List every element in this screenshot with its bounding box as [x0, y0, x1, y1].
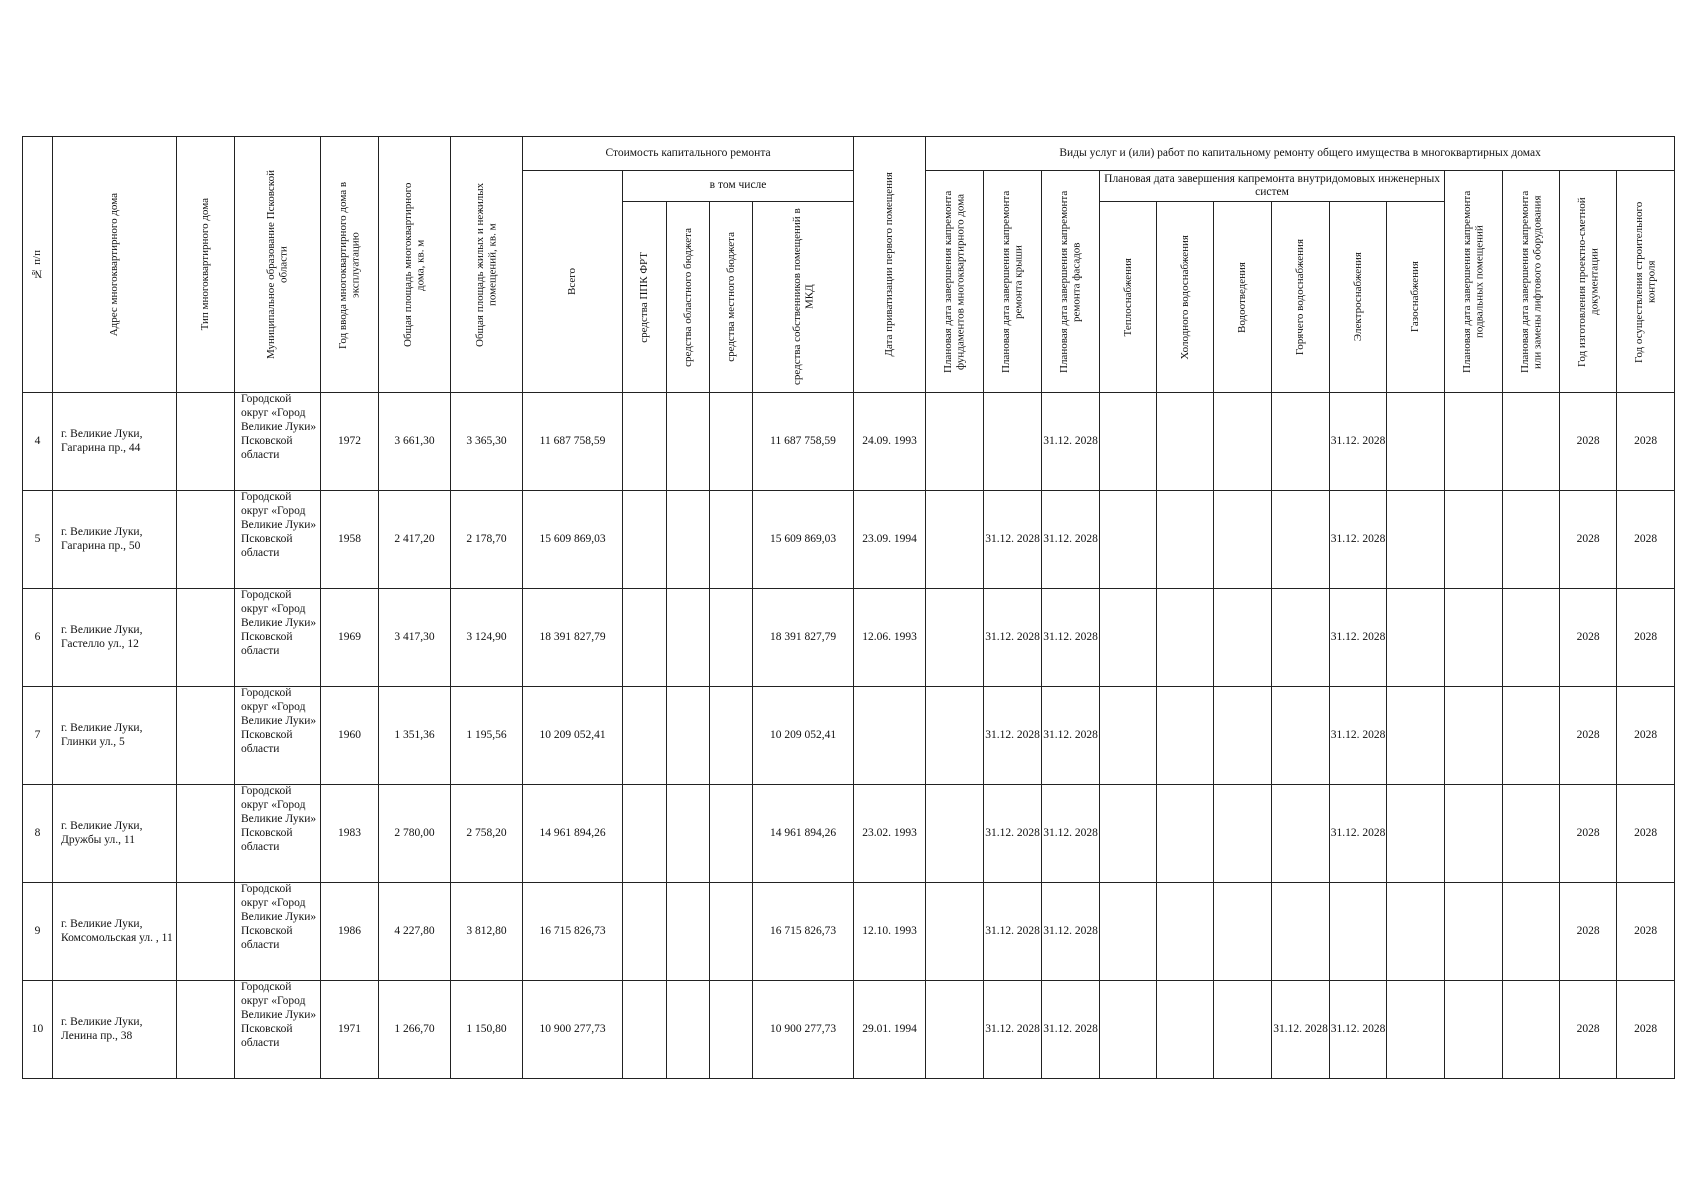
cell-address: г. Великие Луки, Дружбы ул., 11 — [53, 785, 177, 883]
header-electric: Электроснабжения — [1330, 202, 1387, 393]
table-header — [23, 137, 1675, 393]
cell-gas — [1387, 589, 1445, 687]
cell-design-year: 2028 — [1560, 883, 1617, 981]
header-sewer: Водоотведения — [1214, 202, 1272, 393]
cell-heat — [1100, 883, 1157, 981]
cell-regional — [667, 589, 710, 687]
cell-ppk — [623, 589, 667, 687]
header-basement: Плановая дата завершения капремонта подвальных помещений — [1445, 171, 1503, 393]
cell-municipality: Городской округ «Город Великие Луки» Псковской области — [235, 981, 321, 1079]
cell-local — [710, 491, 753, 589]
cell-regional — [667, 393, 710, 491]
cell-facade: 31.12. 2028 — [1042, 589, 1100, 687]
cell-sewer — [1214, 589, 1272, 687]
header-facade: Плановая дата завершения капремонта ремонта фасадов — [1042, 171, 1100, 393]
cell-design-year: 2028 — [1560, 981, 1617, 1079]
cell-roof: 31.12. 2028 — [984, 589, 1042, 687]
cell-heat — [1100, 981, 1157, 1079]
cell-num: 4 — [23, 393, 53, 491]
header-local: средства местного бюджета — [710, 202, 753, 393]
cell-basement — [1445, 981, 1503, 1079]
cell-owners: 14 961 894,26 — [753, 785, 854, 883]
cell-control-year: 2028 — [1617, 589, 1675, 687]
cell-foundation — [926, 589, 984, 687]
table-body — [23, 393, 1675, 1079]
cell-sewer — [1214, 491, 1272, 589]
header-ppk: средства ППК ФРТ — [623, 202, 667, 393]
cell-total-area: 2 417,20 — [379, 491, 451, 589]
header-owners: средства собственников помещений в МКД — [753, 202, 854, 393]
cell-electric: 31.12. 2028 — [1330, 687, 1387, 785]
cell-control-year: 2028 — [1617, 785, 1675, 883]
table-row — [23, 393, 1675, 491]
cell-cold-water — [1157, 981, 1214, 1079]
capital-repair-table — [22, 136, 1675, 1079]
cell-roof: 31.12. 2028 — [984, 491, 1042, 589]
cell-sewer — [1214, 981, 1272, 1079]
cell-cold-water — [1157, 687, 1214, 785]
header-total-area: Общая площадь многоквартирного дома, кв. м — [379, 137, 451, 393]
cell-gas — [1387, 785, 1445, 883]
cell-local — [710, 785, 753, 883]
cell-basement — [1445, 883, 1503, 981]
cell-cost-total: 14 961 894,26 — [523, 785, 623, 883]
cell-privatization: 29.01. 1994 — [854, 981, 926, 1079]
cell-num: 6 — [23, 589, 53, 687]
cell-control-year: 2028 — [1617, 393, 1675, 491]
cell-premises-area: 3 365,30 — [451, 393, 523, 491]
cell-cold-water — [1157, 883, 1214, 981]
cell-foundation — [926, 687, 984, 785]
header-hot-water: Горячего водоснабжения — [1272, 202, 1330, 393]
cell-total-area: 1 351,36 — [379, 687, 451, 785]
cell-foundation — [926, 491, 984, 589]
cell-num: 8 — [23, 785, 53, 883]
cell-cold-water — [1157, 589, 1214, 687]
cell-address: г. Великие Луки, Ленина пр., 38 — [53, 981, 177, 1079]
cell-control-year: 2028 — [1617, 687, 1675, 785]
cell-sewer — [1214, 883, 1272, 981]
cell-owners: 15 609 869,03 — [753, 491, 854, 589]
cell-elevator — [1503, 491, 1560, 589]
cell-municipality: Городской округ «Город Великие Луки» Псковской области — [235, 491, 321, 589]
cell-design-year: 2028 — [1560, 785, 1617, 883]
table-row — [23, 491, 1675, 589]
cell-facade: 31.12. 2028 — [1042, 883, 1100, 981]
cell-elevator — [1503, 393, 1560, 491]
cell-sewer — [1214, 687, 1272, 785]
cell-municipality: Городской округ «Город Великие Луки» Псковской области — [235, 687, 321, 785]
cell-privatization: 23.02. 1993 — [854, 785, 926, 883]
header-heat: Теплоснабжения — [1100, 202, 1157, 393]
cell-type — [177, 687, 235, 785]
header-elevator: Плановая дата завершения капремонта или замены лифтового оборудования — [1503, 171, 1560, 393]
cell-cost-total: 16 715 826,73 — [523, 883, 623, 981]
cell-elevator — [1503, 883, 1560, 981]
cell-local — [710, 883, 753, 981]
cell-foundation — [926, 981, 984, 1079]
cell-premises-area: 2 758,20 — [451, 785, 523, 883]
cell-regional — [667, 981, 710, 1079]
cell-year: 1958 — [321, 491, 379, 589]
cell-design-year: 2028 — [1560, 687, 1617, 785]
cell-type — [177, 883, 235, 981]
cell-roof: 31.12. 2028 — [984, 981, 1042, 1079]
cell-electric — [1330, 883, 1387, 981]
cell-facade: 31.12. 2028 — [1042, 393, 1100, 491]
cell-roof: 31.12. 2028 — [984, 785, 1042, 883]
table-row — [23, 883, 1675, 981]
header-cold-water: Холодного водоснабжения — [1157, 202, 1214, 393]
header-regional: средства областного бюджета — [667, 202, 710, 393]
header-control-year: Год осуществления строительного контроля — [1617, 171, 1675, 393]
cell-heat — [1100, 687, 1157, 785]
cell-local — [710, 981, 753, 1079]
cell-ppk — [623, 687, 667, 785]
cell-foundation — [926, 785, 984, 883]
cell-gas — [1387, 981, 1445, 1079]
cell-premises-area: 3 812,80 — [451, 883, 523, 981]
cell-elevator — [1503, 981, 1560, 1079]
cell-facade: 31.12. 2028 — [1042, 981, 1100, 1079]
cell-address: г. Великие Луки, Комсомольская ул. , 11 — [53, 883, 177, 981]
cell-cost-total: 10 900 277,73 — [523, 981, 623, 1079]
cell-municipality: Городской округ «Город Великие Луки» Псковской области — [235, 393, 321, 491]
cell-gas — [1387, 883, 1445, 981]
cell-privatization: 12.10. 1993 — [854, 883, 926, 981]
cell-design-year: 2028 — [1560, 491, 1617, 589]
table-row — [23, 981, 1675, 1079]
cell-cold-water — [1157, 785, 1214, 883]
cell-address: г. Великие Луки, Гагарина пр., 50 — [53, 491, 177, 589]
cell-cold-water — [1157, 491, 1214, 589]
cell-gas — [1387, 687, 1445, 785]
cell-foundation — [926, 393, 984, 491]
cell-gas — [1387, 393, 1445, 491]
cell-basement — [1445, 491, 1503, 589]
cell-regional — [667, 785, 710, 883]
cell-local — [710, 687, 753, 785]
table-row — [23, 589, 1675, 687]
cell-roof: 31.12. 2028 — [984, 883, 1042, 981]
header-cost-group: Стоимость капитального ремонта — [523, 137, 854, 171]
cell-premises-area: 1 150,80 — [451, 981, 523, 1079]
cell-design-year: 2028 — [1560, 589, 1617, 687]
cell-heat — [1100, 491, 1157, 589]
cell-heat — [1100, 393, 1157, 491]
cell-basement — [1445, 687, 1503, 785]
cell-year: 1969 — [321, 589, 379, 687]
cell-municipality: Городской округ «Город Великие Луки» Псковской области — [235, 883, 321, 981]
cell-roof — [984, 393, 1042, 491]
header-foundation: Плановая дата завершения капремонта фундаментов многоквартирного дома — [926, 171, 984, 393]
cell-control-year: 2028 — [1617, 981, 1675, 1079]
cell-ppk — [623, 393, 667, 491]
cell-premises-area: 1 195,56 — [451, 687, 523, 785]
header-gas: Газоснабжения — [1387, 202, 1445, 393]
cell-hot-water — [1272, 687, 1330, 785]
cell-total-area: 1 266,70 — [379, 981, 451, 1079]
cell-year: 1960 — [321, 687, 379, 785]
header-engineering: Плановая дата завершения капремонта внутридомовых инженерных систем — [1100, 171, 1445, 202]
cell-address: г. Великие Луки, Гастелло ул., 12 — [53, 589, 177, 687]
cell-owners: 10 900 277,73 — [753, 981, 854, 1079]
cell-elevator — [1503, 785, 1560, 883]
header-num: № п/п — [23, 137, 53, 393]
cell-cost-total: 15 609 869,03 — [523, 491, 623, 589]
cell-ppk — [623, 491, 667, 589]
cell-cost-total: 18 391 827,79 — [523, 589, 623, 687]
cell-cold-water — [1157, 393, 1214, 491]
cell-regional — [667, 491, 710, 589]
cell-basement — [1445, 785, 1503, 883]
cell-total-area: 3 417,30 — [379, 589, 451, 687]
cell-heat — [1100, 589, 1157, 687]
cell-privatization: 12.06. 1993 — [854, 589, 926, 687]
cell-control-year: 2028 — [1617, 491, 1675, 589]
cell-local — [710, 393, 753, 491]
header-privatization: Дата приватизации первого помещения — [854, 137, 926, 393]
cell-heat — [1100, 785, 1157, 883]
table-row — [23, 785, 1675, 883]
cell-num: 5 — [23, 491, 53, 589]
header-municipality: Муниципальное образование Псковской области — [235, 137, 321, 393]
cell-regional — [667, 883, 710, 981]
cell-electric: 31.12. 2028 — [1330, 491, 1387, 589]
cell-gas — [1387, 491, 1445, 589]
cell-num: 10 — [23, 981, 53, 1079]
cell-local — [710, 589, 753, 687]
header-design-year: Год изготовления проектно-сметной документации — [1560, 171, 1617, 393]
cell-cost-total: 10 209 052,41 — [523, 687, 623, 785]
cell-electric: 31.12. 2028 — [1330, 981, 1387, 1079]
cell-total-area: 4 227,80 — [379, 883, 451, 981]
header-including: в том числе — [623, 171, 854, 202]
cell-address: г. Великие Луки, Глинки ул., 5 — [53, 687, 177, 785]
cell-premises-area: 2 178,70 — [451, 491, 523, 589]
cell-ppk — [623, 785, 667, 883]
cell-type — [177, 491, 235, 589]
cell-type — [177, 589, 235, 687]
cell-hot-water — [1272, 393, 1330, 491]
cell-basement — [1445, 589, 1503, 687]
cell-year: 1983 — [321, 785, 379, 883]
cell-basement — [1445, 393, 1503, 491]
cell-num: 7 — [23, 687, 53, 785]
cell-owners: 11 687 758,59 — [753, 393, 854, 491]
cell-control-year: 2028 — [1617, 883, 1675, 981]
capital-repair-table-container — [22, 136, 1675, 1079]
cell-hot-water — [1272, 491, 1330, 589]
cell-owners: 10 209 052,41 — [753, 687, 854, 785]
cell-roof: 31.12. 2028 — [984, 687, 1042, 785]
table-row — [23, 687, 1675, 785]
cell-hot-water — [1272, 785, 1330, 883]
cell-regional — [667, 687, 710, 785]
cell-privatization: 23.09. 1994 — [854, 491, 926, 589]
cell-facade: 31.12. 2028 — [1042, 491, 1100, 589]
cell-facade: 31.12. 2028 — [1042, 687, 1100, 785]
cell-ppk — [623, 981, 667, 1079]
cell-elevator — [1503, 589, 1560, 687]
header-premises-area: Общая площадь жилых и нежилых помещений, кв. м — [451, 137, 523, 393]
cell-premises-area: 3 124,90 — [451, 589, 523, 687]
cell-sewer — [1214, 393, 1272, 491]
header-cost-total: Всего — [523, 171, 623, 393]
cell-electric: 31.12. 2028 — [1330, 393, 1387, 491]
cell-hot-water: 31.12. 2028 — [1272, 981, 1330, 1079]
cell-cost-total: 11 687 758,59 — [523, 393, 623, 491]
cell-privatization — [854, 687, 926, 785]
cell-electric: 31.12. 2028 — [1330, 589, 1387, 687]
cell-type — [177, 393, 235, 491]
cell-num: 9 — [23, 883, 53, 981]
cell-address: г. Великие Луки, Гагарина пр., 44 — [53, 393, 177, 491]
header-roof: Плановая дата завершения капремонта ремонта крыши — [984, 171, 1042, 393]
cell-design-year: 2028 — [1560, 393, 1617, 491]
cell-municipality: Городской округ «Город Великие Луки» Псковской области — [235, 785, 321, 883]
cell-municipality: Городской округ «Город Великие Луки» Псковской области — [235, 589, 321, 687]
header-type: Тип многоквартирного дома — [177, 137, 235, 393]
cell-total-area: 3 661,30 — [379, 393, 451, 491]
cell-owners: 16 715 826,73 — [753, 883, 854, 981]
cell-hot-water — [1272, 589, 1330, 687]
cell-hot-water — [1272, 883, 1330, 981]
cell-elevator — [1503, 687, 1560, 785]
cell-sewer — [1214, 785, 1272, 883]
cell-year: 1972 — [321, 393, 379, 491]
header-address: Адрес многоквартирного дома — [53, 137, 177, 393]
cell-foundation — [926, 883, 984, 981]
cell-privatization: 24.09. 1993 — [854, 393, 926, 491]
header-year: Год ввода многоквартирного дома в эксплуатацию — [321, 137, 379, 393]
cell-year: 1971 — [321, 981, 379, 1079]
cell-owners: 18 391 827,79 — [753, 589, 854, 687]
cell-ppk — [623, 883, 667, 981]
cell-total-area: 2 780,00 — [379, 785, 451, 883]
cell-facade: 31.12. 2028 — [1042, 785, 1100, 883]
cell-type — [177, 981, 235, 1079]
cell-type — [177, 785, 235, 883]
cell-year: 1986 — [321, 883, 379, 981]
cell-electric: 31.12. 2028 — [1330, 785, 1387, 883]
header-works-group: Виды услуг и (или) работ по капитальному ремонту общего имущества в многоквартирных домах — [926, 137, 1675, 171]
